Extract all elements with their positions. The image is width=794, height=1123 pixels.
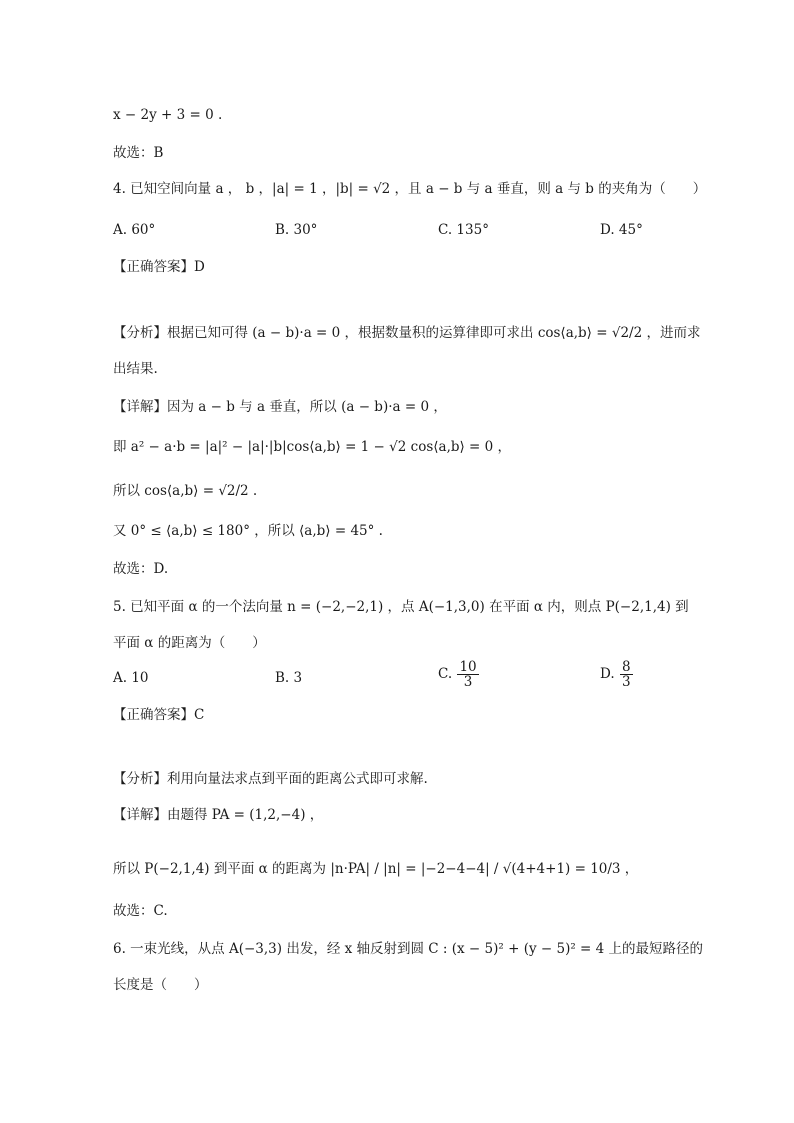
correct-answer: 【正确答案】D: [113, 259, 205, 275]
option-d-label: D.: [600, 666, 615, 683]
option-b: B. 3: [275, 670, 303, 686]
fraction-denominator: 3: [463, 674, 473, 691]
correct-answer: 【正确答案】C: [113, 707, 205, 723]
answer-choice-line: 故选：B: [113, 145, 164, 161]
option-c: [438, 660, 480, 689]
fraction-denominator: 3: [621, 674, 631, 691]
solution-line: 又 0° ≤ ⟨a,b⟩ ≤ 180° ，所以 ⟨a,b⟩ = 45° .: [113, 523, 383, 539]
solution-line: 所以 P(−2,1,4) 到平面 α 的距离为 |n·PA| / |n| = |−2−4−4| / √(4+4+1) = 10/3 ，: [113, 861, 639, 877]
equation-line: x − 2y + 3 = 0 .: [113, 107, 223, 123]
solution-line: 【详解】由题得 PA = (1,2,−4) ，: [113, 807, 324, 823]
option-a: A. 60°: [113, 222, 156, 238]
option-d: [600, 660, 634, 689]
option-d-fraction: [620, 660, 633, 689]
analysis-line: 【分析】利用向量法求点到平面的距离公式即可求解.: [113, 771, 428, 787]
answer-choice-line: 故选：D.: [113, 561, 169, 577]
question-6: 6. 一束光线，从点 A(−3,3) 出发，经 x 轴反射到圆 C : (x − 5)² + (y − 5)² = 4 上的最短路径的: [113, 941, 704, 957]
option-a: A. 10: [113, 670, 149, 686]
analysis-line: 【分析】根据已知可得 (a − b)·a = 0 ，根据数量积的运算律即可求出 cos⟨a,b⟩ = √2/2 ，进而求: [113, 325, 701, 341]
fraction-numerator: 8: [621, 659, 631, 675]
option-c-label: C.: [438, 666, 453, 683]
solution-line: 即 a² − a·b = |a|² − |a|·|b|cos⟨a,b⟩ = 1 − √2 cos⟨a,b⟩ = 0 ，: [113, 439, 512, 455]
solution-line: 【详解】因为 a − b 与 a 垂直，所以 (a − b)·a = 0 ，: [113, 399, 447, 415]
option-d: D. 45°: [600, 222, 643, 238]
question-6: 长度是（ ）: [113, 977, 208, 993]
fraction-numerator: 10: [459, 659, 477, 675]
solution-line: 所以 cos⟨a,b⟩ = √2/2 .: [113, 483, 258, 499]
question-4: 4. 已知空间向量 a ， b ，|a| = 1 ，|b| = √2 ，且 a − b 与 a 垂直，则 a 与 b 的夹角为（ ）: [113, 181, 707, 197]
analysis-line: 出结果.: [113, 361, 158, 377]
answer-choice-line: 故选：C.: [113, 903, 168, 919]
option-c-fraction: [457, 660, 478, 689]
question-5: 5. 已知平面 α 的一个法向量 n = (−2,−2,1) ，点 A(−1,3,0) 在平面 α 内，则点 P(−2,1,4) 到: [113, 599, 689, 615]
question-5: 平面 α 的距离为（ ）: [113, 635, 266, 651]
option-b: B. 30°: [275, 222, 318, 238]
option-c: C. 135°: [438, 222, 489, 238]
